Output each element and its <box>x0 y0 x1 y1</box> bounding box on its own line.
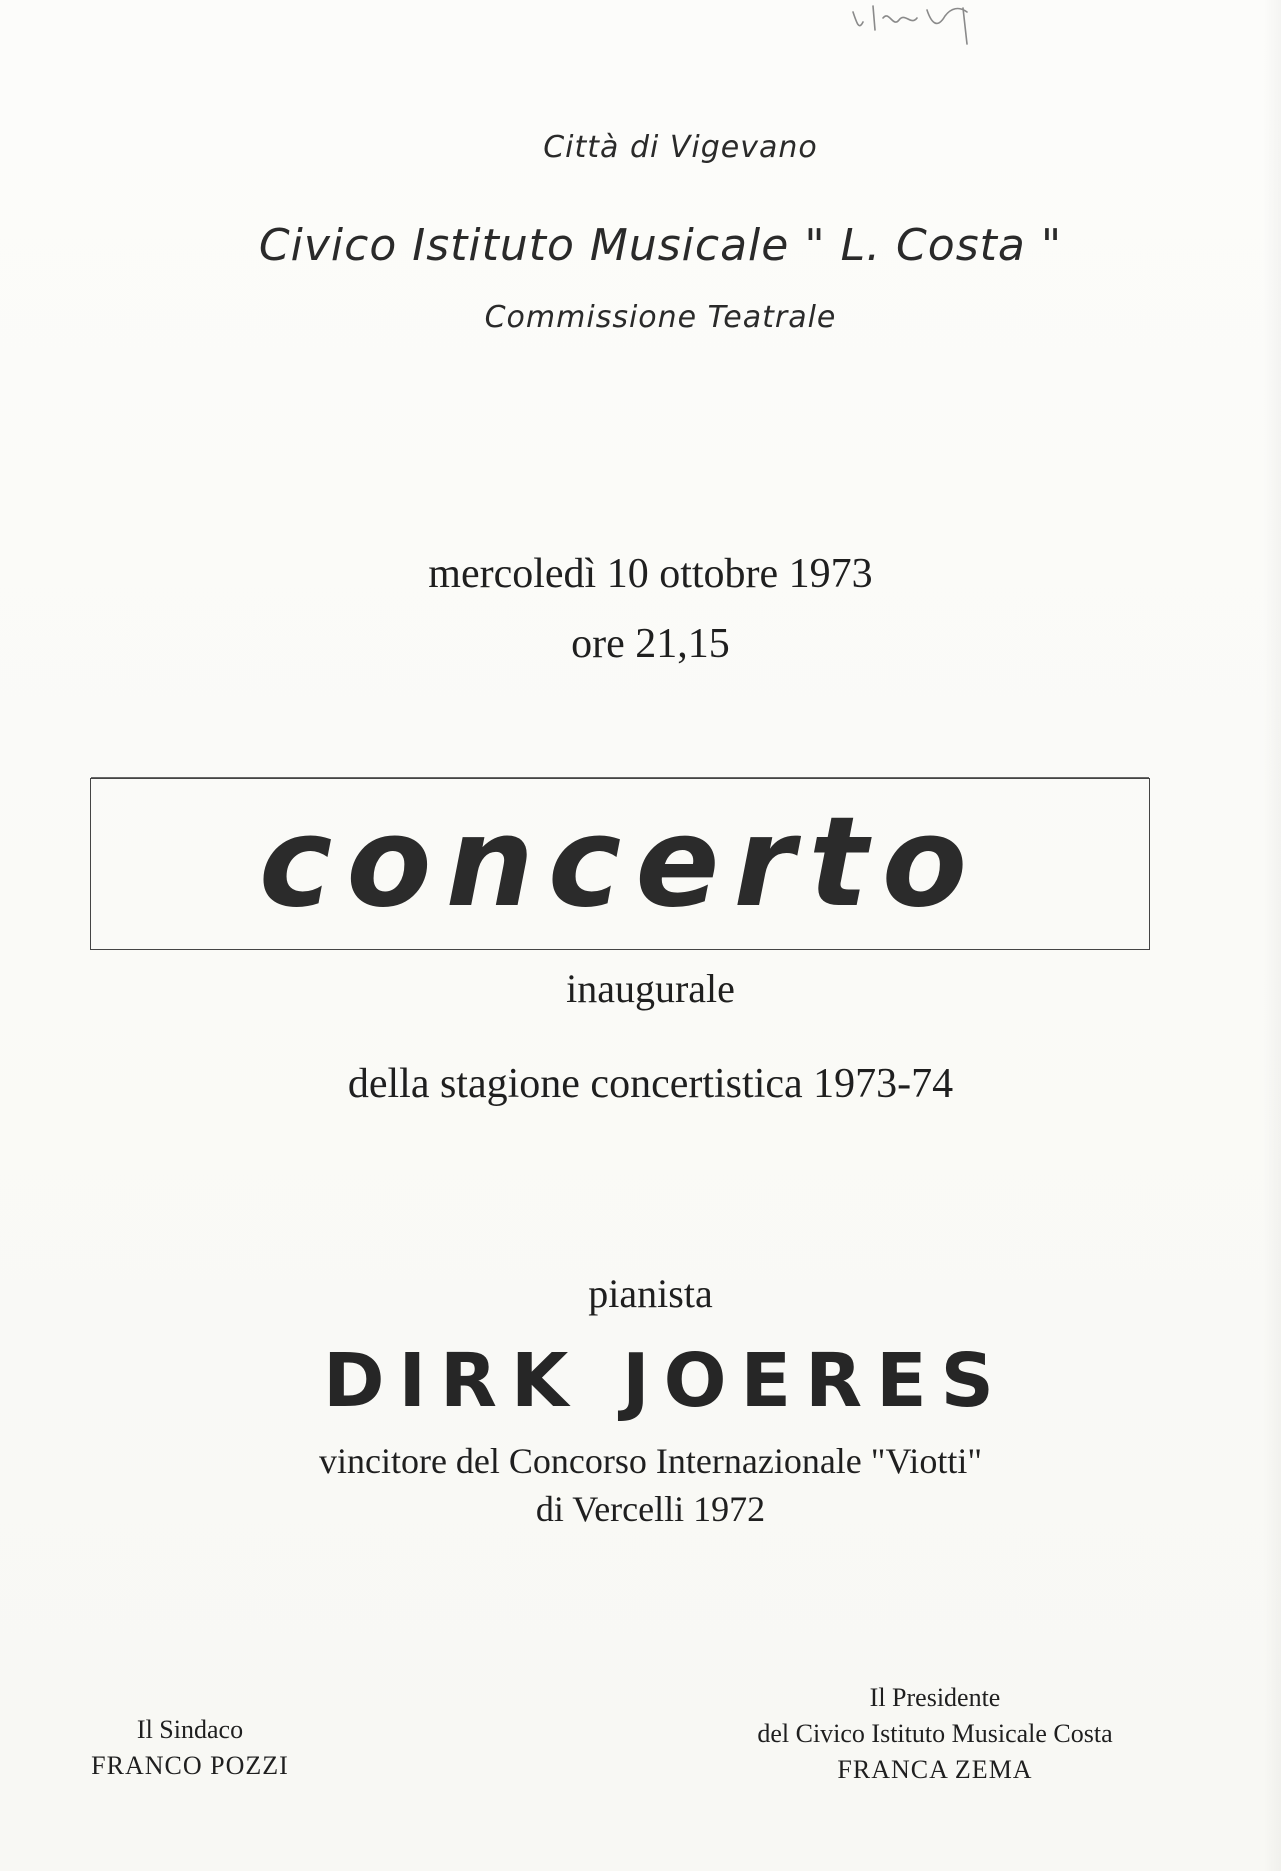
mayor-signature-block <box>60 1712 320 1784</box>
concert-title: concerto <box>258 791 982 935</box>
event-subtitle: inaugurale <box>566 966 735 1011</box>
performer-name: DIRK JOERES <box>323 1338 1008 1424</box>
divider-rule <box>91 777 1149 778</box>
president-title: Il Presidente <box>869 1683 1001 1712</box>
president-organization: del Civico Istituto Musicale Costa <box>757 1719 1113 1748</box>
mayor-name: FRANCO POZZI <box>91 1751 289 1780</box>
award-line-2: di Vercelli 1972 <box>535 1489 766 1529</box>
event-time: ore 21,15 <box>571 621 730 667</box>
concert-title-box <box>90 778 1150 950</box>
event-date: mercoledì 10 ottobre 1973 <box>428 551 873 597</box>
mayor-title: Il Sindaco <box>136 1715 244 1744</box>
commission-heading: Commissione Teatrale <box>484 300 837 335</box>
president-name: FRANCA ZEMA <box>837 1755 1033 1784</box>
page-edge <box>1263 0 1281 1871</box>
handwritten-mark <box>835 0 995 50</box>
president-signature-block <box>700 1680 1170 1788</box>
performer-role: pianista <box>588 1271 713 1316</box>
award-line-1: vincitore del Concorso Internazionale "Viotti" <box>318 1441 983 1481</box>
city-heading: Città di Vigevano <box>543 130 818 165</box>
season-line: della stagione concertistica 1973-74 <box>347 1061 954 1107</box>
institute-heading: Civico Istituto Musicale " L. Costa " <box>258 220 1063 271</box>
